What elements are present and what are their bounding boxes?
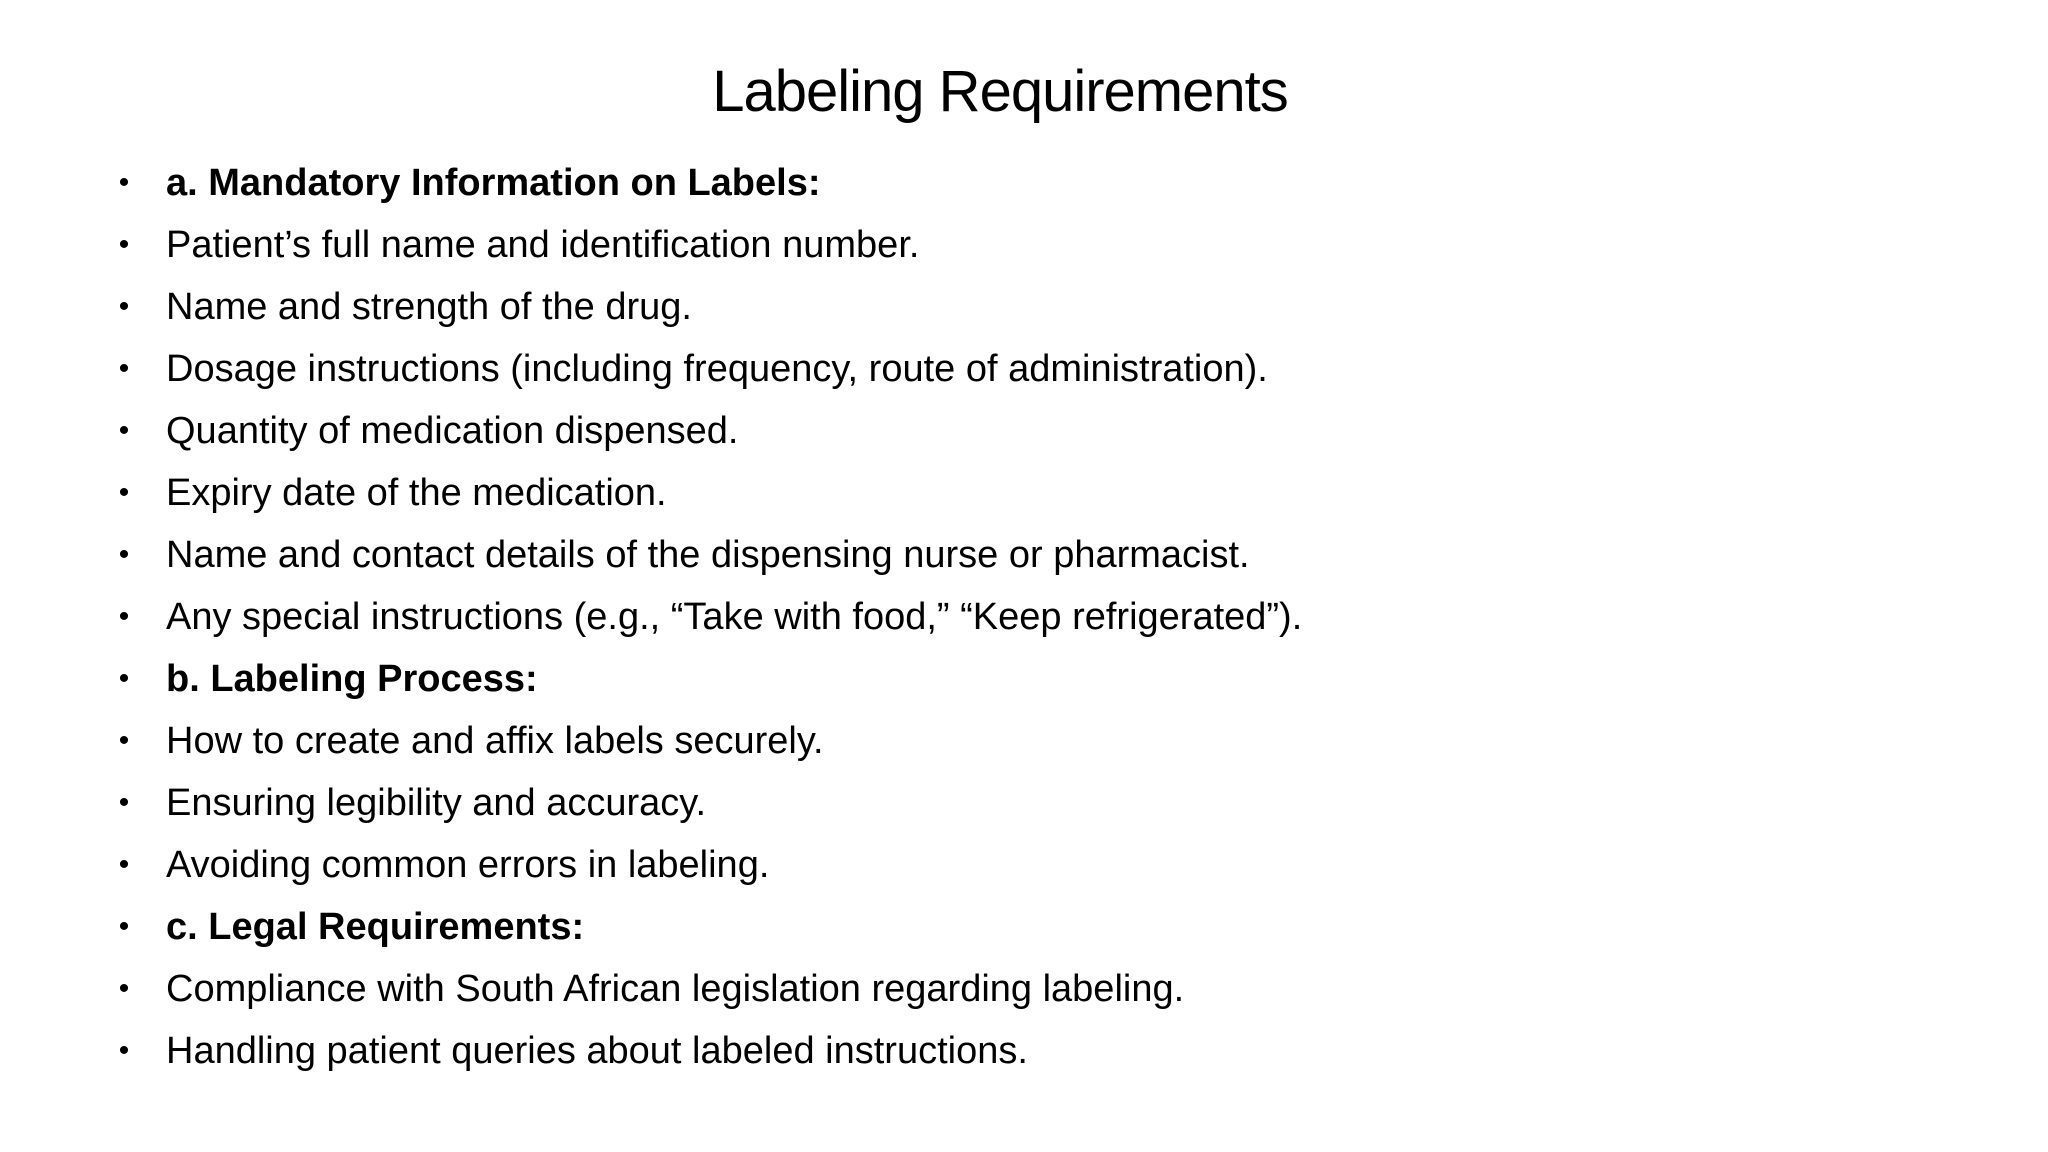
list-item [114, 586, 1814, 648]
bullet-list [114, 152, 1814, 1082]
list-item-text: How to create and affix labels securely. [166, 720, 824, 762]
list-item [114, 462, 1814, 524]
bullet-icon: • [118, 662, 130, 695]
list-item [114, 1020, 1814, 1082]
section-heading [114, 648, 1814, 710]
list-item-text: Any special instructions (e.g., “Take with food,” “Keep refrigerated”). [166, 596, 1303, 638]
list-item-text: Name and strength of the drug. [166, 286, 692, 328]
bullet-icon: • [118, 1034, 130, 1067]
list-item-text: Expiry date of the medication. [166, 472, 667, 514]
bullet-icon: • [118, 848, 130, 881]
list-item-text: Ensuring legibility and accuracy. [166, 782, 707, 824]
slide-title: Labeling Requirements [712, 59, 1288, 124]
bullet-icon: • [118, 414, 130, 447]
bullet-icon: • [118, 166, 130, 199]
list-item [114, 276, 1814, 338]
list-item-text: Quantity of medication dispensed. [166, 410, 739, 452]
bullet-icon: • [118, 600, 130, 633]
list-item-text: Name and contact details of the dispensing nurse or pharmacist. [166, 534, 1250, 576]
section-heading-text: c. Legal Requirements: [166, 906, 585, 948]
list-item [114, 710, 1814, 772]
list-item [114, 834, 1814, 896]
section-heading-text: a. Mandatory Information on Labels: [166, 162, 821, 204]
list-item [114, 524, 1814, 586]
list-item-text: Patient’s full name and identification number. [166, 224, 920, 266]
list-item [114, 338, 1814, 400]
bullet-icon: • [118, 786, 130, 819]
bullet-icon: • [118, 538, 130, 571]
list-item-text: Dosage instructions (including frequency, route of administration). [166, 348, 1268, 390]
bullet-icon: • [118, 476, 130, 509]
list-item [114, 400, 1814, 462]
list-item [114, 772, 1814, 834]
section-heading-text: b. Labeling Process: [166, 658, 538, 700]
list-item-text: Handling patient queries about labeled instructions. [166, 1030, 1028, 1072]
bullet-icon: • [118, 352, 130, 385]
list-item [114, 214, 1814, 276]
bullet-icon: • [118, 972, 130, 1005]
list-item-text: Avoiding common errors in labeling. [166, 844, 770, 886]
list-item [114, 958, 1814, 1020]
section-heading [114, 152, 1814, 214]
list-item-text: Compliance with South African legislation regarding labeling. [166, 968, 1185, 1010]
bullet-icon: • [118, 910, 130, 943]
section-heading [114, 896, 1814, 958]
bullet-icon: • [118, 228, 130, 261]
bullet-icon: • [118, 290, 130, 323]
bullet-icon: • [118, 724, 130, 757]
